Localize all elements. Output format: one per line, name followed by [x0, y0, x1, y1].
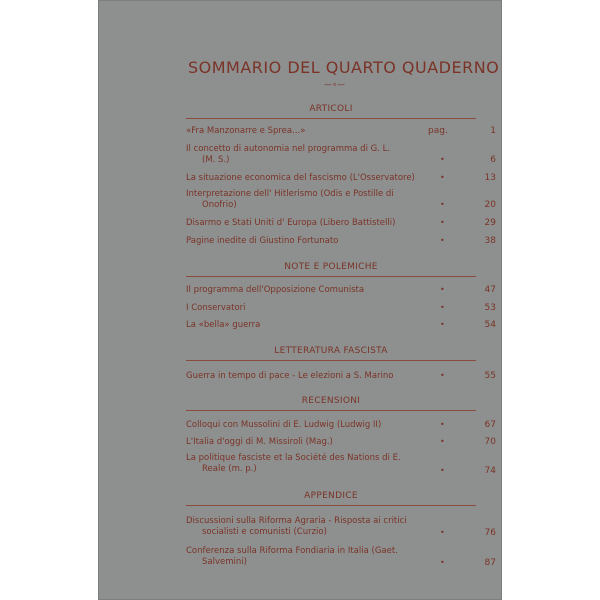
entry-page: 47: [484, 285, 496, 295]
entry-text: Disarmo e Stati Uniti d' Europa (Libero Battistelli): [186, 218, 396, 228]
entry-page: 1: [490, 126, 496, 136]
document-page: [98, 0, 502, 600]
toc-entry: [186, 546, 476, 568]
toc-entry: [186, 320, 476, 331]
bullet: •: [440, 466, 445, 475]
bullet: •: [440, 371, 445, 380]
entry-page: 6: [490, 155, 496, 165]
section-heading-appendice: APPENDICE: [304, 491, 358, 501]
entry-page: 20: [484, 200, 496, 210]
bullet: •: [440, 420, 445, 429]
entry-page: 67: [484, 420, 496, 430]
entry-page: 87: [484, 558, 496, 568]
bullet: •: [440, 558, 445, 567]
bullet: •: [440, 173, 445, 182]
section-heading-note-e-polemiche: NOTE E POLEMICHE: [284, 262, 378, 272]
entry-text: Guerra in tempo di pace - Le elezioni a S. Marino: [186, 371, 394, 381]
section-heading-letteratura-fascista: LETTERATURA FASCISTA: [274, 346, 388, 356]
entry-text: Il concetto di autonomia nel programma di G. L.: [186, 144, 391, 154]
bullet: •: [440, 200, 445, 209]
toc-entry: [186, 371, 476, 382]
entry-text: Onofrio): [202, 200, 237, 210]
entry-text: «Fra Manzonarre e Sprea...»: [186, 126, 306, 136]
entry-page: 29: [484, 218, 496, 228]
page-title: SOMMARIO DEL QUARTO QUADERNO: [188, 58, 500, 77]
title-ornament: —∘—: [324, 80, 346, 89]
entry-page: 38: [484, 236, 496, 246]
entry-page: 55: [484, 371, 496, 381]
bullet: •: [440, 303, 445, 312]
section-rule: [186, 118, 476, 119]
bullet: •: [440, 320, 445, 329]
entry-text: La politique fasciste et la Société des Nations di E.: [186, 453, 401, 463]
toc-entry: [186, 236, 476, 247]
entry-text: (M. S.): [202, 155, 230, 165]
bullet: •: [440, 236, 445, 245]
entry-text: Il programma dell'Opposizione Comunista: [186, 285, 365, 295]
section-heading-recensioni: RECENSIONI: [301, 396, 361, 406]
entry-page: 74: [484, 466, 496, 476]
bullet: •: [440, 528, 445, 537]
toc-entry: [186, 437, 476, 448]
section-rule: [186, 410, 476, 411]
entry-page: 76: [484, 528, 496, 538]
entry-text: Salvemini): [202, 557, 247, 567]
section-heading-articoli: ARTICOLI: [309, 104, 353, 114]
entry-text: La situazione economica del fascismo (L'Osservatore): [186, 173, 415, 183]
bullet: •: [440, 155, 445, 164]
toc-entry: [186, 453, 476, 475]
entry-page: 70: [484, 437, 496, 447]
bullet: •: [440, 285, 445, 294]
entry-text: socialisti e comunisti (Curzio): [202, 527, 327, 537]
entry-text: La «bella» guerra: [186, 320, 261, 330]
entry-text: Interpretazione dell' Hitlerismo (Odis e Postille di: [186, 189, 394, 199]
bullet: •: [440, 437, 445, 446]
bullet: •: [440, 218, 445, 227]
page-label: pag.: [428, 126, 448, 136]
entry-page: 13: [484, 173, 496, 183]
toc-entry: [186, 303, 476, 314]
toc-entry: [186, 285, 476, 296]
entry-text: Pagine inedite di Giustino Fortunato: [186, 236, 339, 246]
toc-entry: [186, 420, 476, 431]
section-rule: [186, 360, 476, 361]
entry-text: I Conservatori: [186, 303, 246, 313]
section-rule: [186, 505, 476, 506]
entry-page: 54: [484, 320, 496, 330]
entry-text: Discussioni sulla Riforma Agraria - Risposta ai critici: [186, 516, 407, 526]
entry-text: Reale (m. p.): [202, 464, 257, 474]
toc-entry: [186, 218, 476, 229]
entry-page: 53: [484, 303, 496, 313]
toc-entry: [186, 516, 476, 538]
toc-entry: [186, 144, 476, 166]
toc-entry: [186, 189, 476, 211]
section-rule: [186, 276, 476, 277]
entry-text: Colloqui con Mussolini di E. Ludwig (Ludwig II): [186, 420, 382, 430]
toc-entry: [186, 173, 476, 184]
entry-text: Conferenza sulla Riforma Fondiaria in Italia (Gaet.: [186, 546, 398, 556]
entry-text: L'Italia d'oggi di M. Missiroli (Mag.): [186, 437, 333, 447]
